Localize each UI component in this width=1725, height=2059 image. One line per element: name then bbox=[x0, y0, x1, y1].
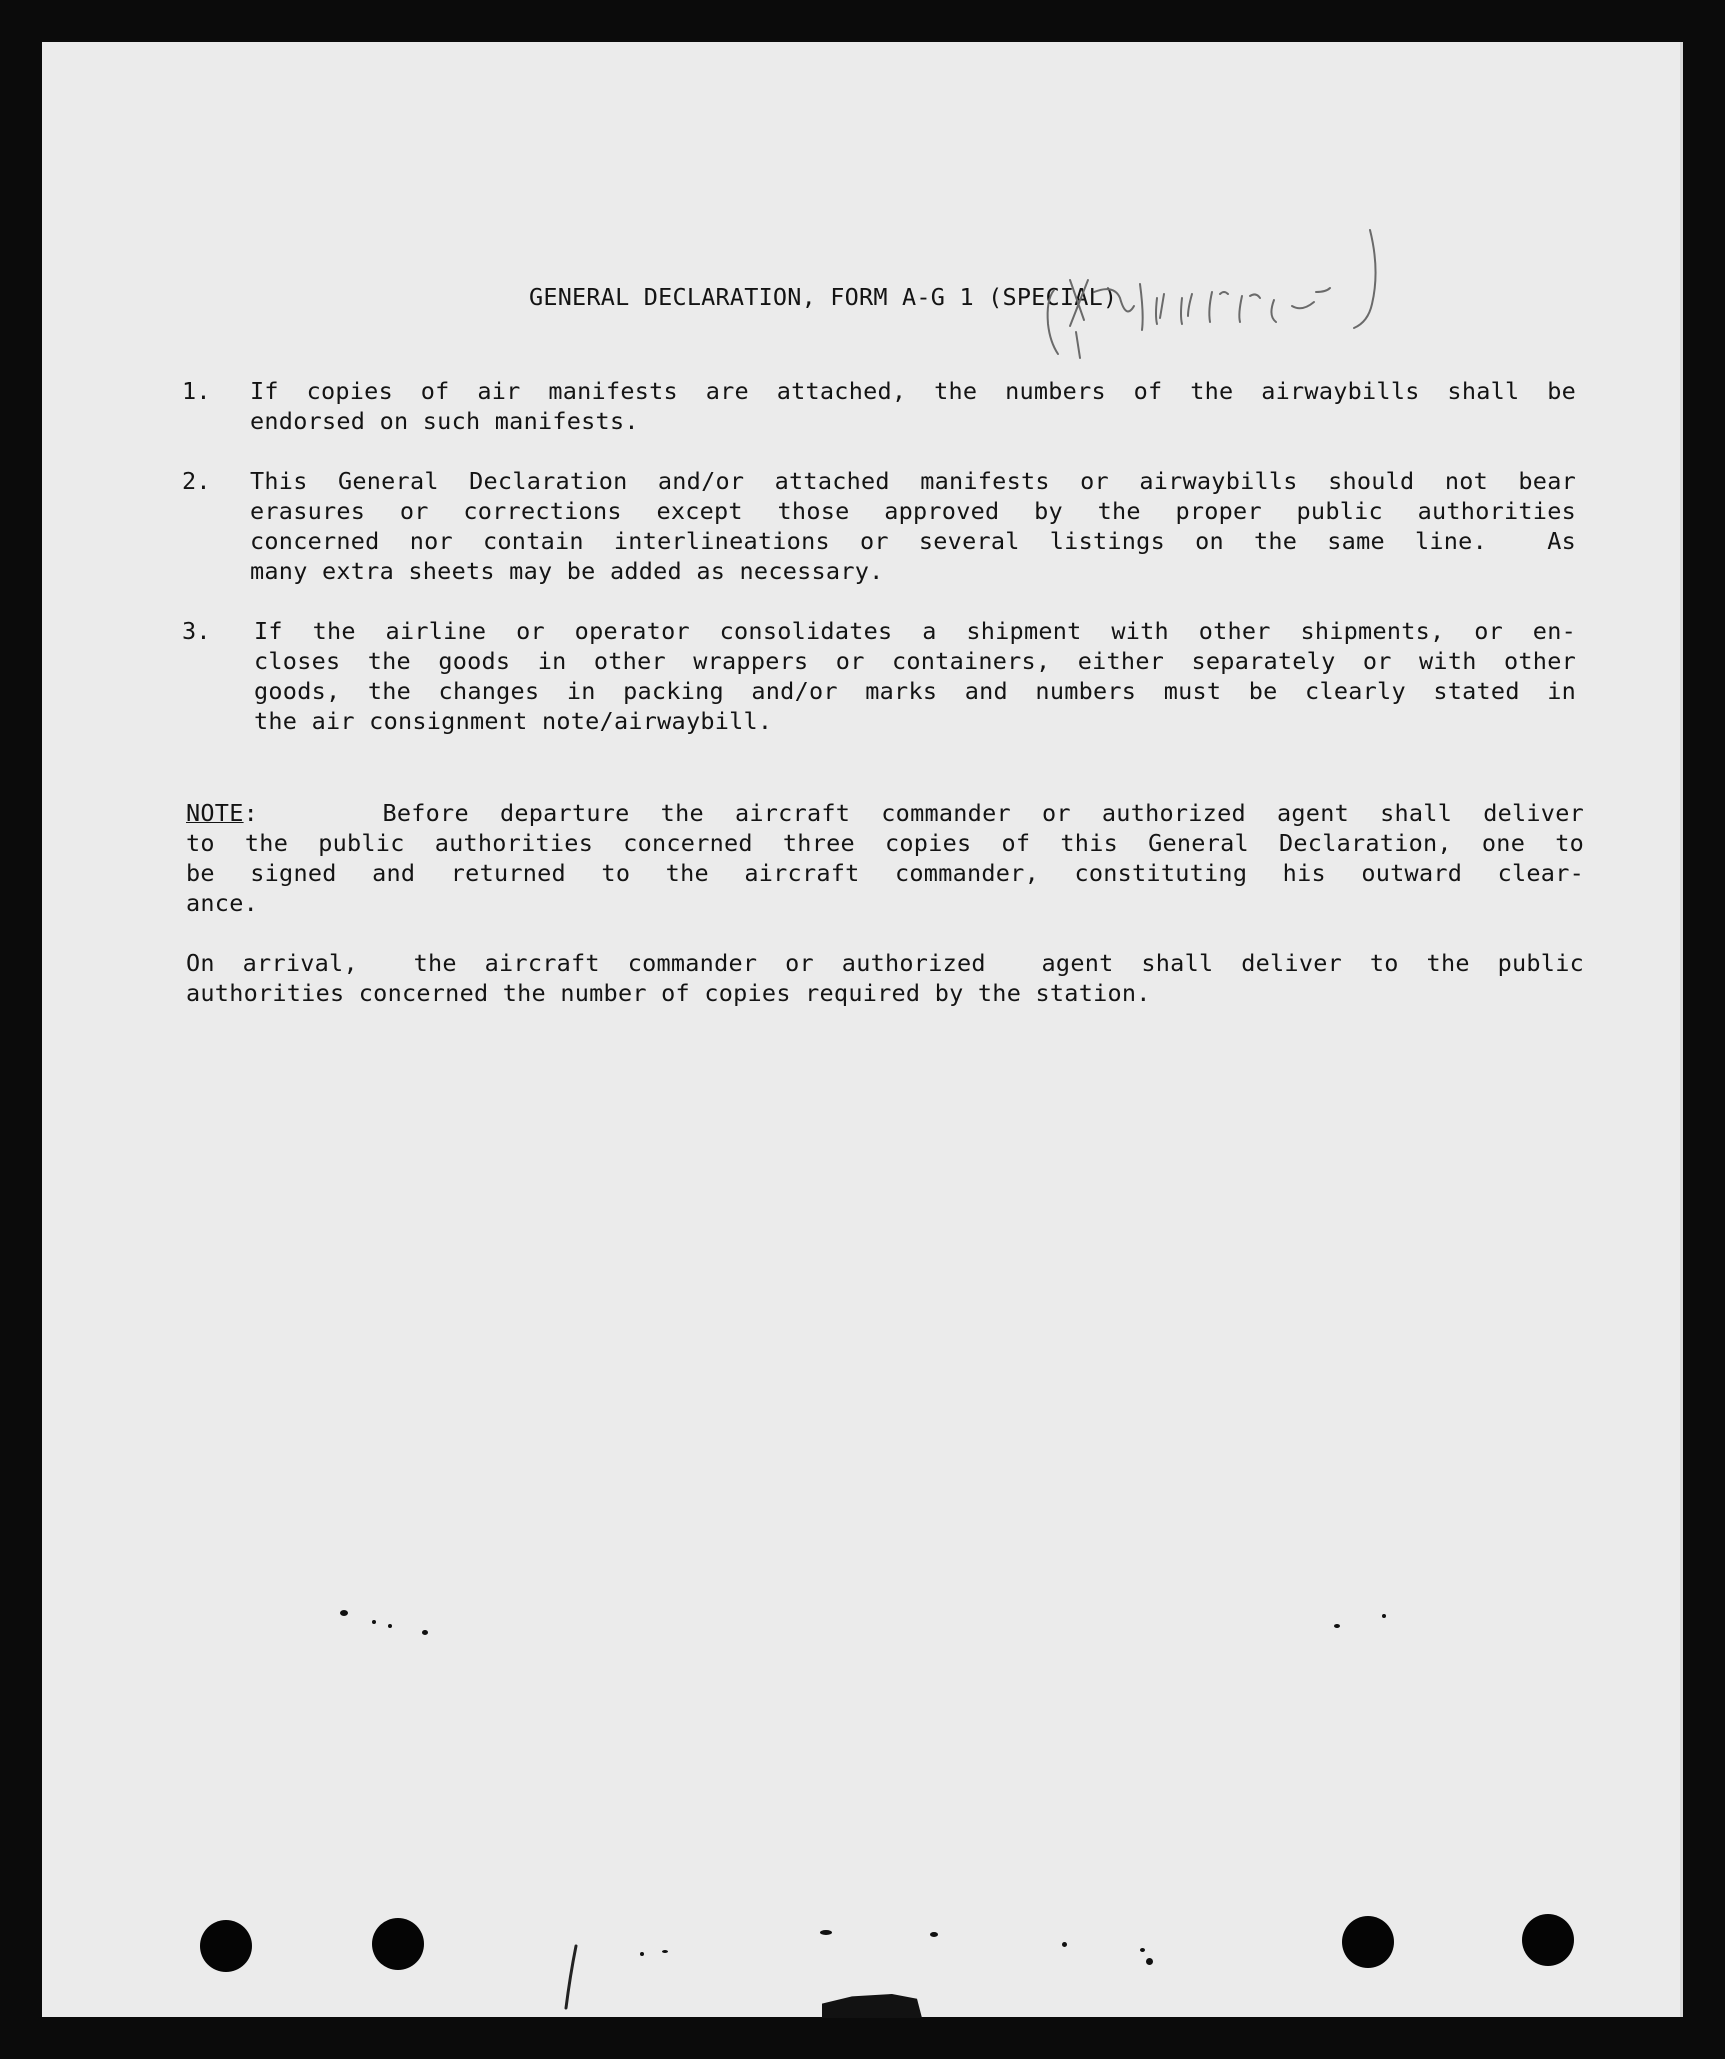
punch-hole bbox=[1342, 1916, 1394, 1968]
scan-speck bbox=[422, 1630, 428, 1635]
item-body bbox=[250, 376, 1576, 436]
scan-speck bbox=[388, 1624, 392, 1628]
item-body bbox=[250, 466, 1576, 586]
arrival-line: On arrival, the aircraft commander or authorized agent shall deliver to the public bbox=[186, 949, 1584, 977]
item-line: This General Declaration and/or attached manifests or airwaybills should not bear bbox=[250, 467, 1576, 495]
document-page bbox=[42, 42, 1683, 2017]
note-label: NOTE bbox=[186, 799, 244, 827]
item-line: erasures or corrections except those approved by the proper public authorities bbox=[250, 497, 1576, 525]
note-paragraph bbox=[186, 798, 1584, 918]
scan-speck bbox=[1146, 1958, 1153, 1965]
scan-speck bbox=[640, 1952, 644, 1956]
scan-speck bbox=[340, 1610, 348, 1616]
punch-hole bbox=[1522, 1914, 1574, 1966]
scan-speck bbox=[1140, 1948, 1145, 1952]
scan-speck bbox=[372, 1620, 376, 1624]
item-line: many extra sheets may be added as necessary. bbox=[250, 557, 884, 585]
handwritten-annotation bbox=[992, 222, 1512, 382]
item-line: endorsed on such manifests. bbox=[250, 407, 639, 435]
pencil-mark bbox=[562, 1942, 582, 2012]
scan-speck bbox=[820, 1930, 832, 1935]
note-first-line-text: : Before departure the aircraft commander or authorized agent shall deliver bbox=[243, 799, 1584, 827]
punch-hole bbox=[200, 1920, 252, 1972]
note-first-line bbox=[186, 798, 1584, 828]
item-line: the air consignment note/airwaybill. bbox=[254, 707, 773, 735]
note-line: be signed and returned to the aircraft commander, constituting his outward clear- bbox=[186, 859, 1584, 887]
scan-speck bbox=[1382, 1614, 1386, 1618]
arrival-line: authorities concerned the number of copies required by the station. bbox=[186, 979, 1151, 1007]
item-line: concerned nor contain interlineations or several listings on the same line. As bbox=[250, 527, 1576, 555]
scan-speck bbox=[930, 1932, 938, 1937]
scan-speck bbox=[1062, 1942, 1067, 1947]
document-title: GENERAL DECLARATION, FORM A-G 1 (SPECIAL) bbox=[529, 283, 1118, 311]
item-line: closes the goods in other wrappers or containers, either separately or with other bbox=[254, 647, 1576, 675]
arrival-paragraph bbox=[186, 948, 1584, 1008]
item-number: 3. bbox=[182, 617, 211, 645]
item-line: If the airline or operator consolidates a shipment with other shipments, or en- bbox=[254, 617, 1576, 645]
scan-speck bbox=[1334, 1624, 1340, 1628]
item-number: 2. bbox=[182, 467, 211, 495]
item-body bbox=[254, 616, 1576, 736]
item-line: goods, the changes in packing and/or marks and numbers must be clearly stated in bbox=[254, 677, 1576, 705]
item-line: If copies of air manifests are attached, the numbers of the airwaybills shall be bbox=[250, 377, 1576, 405]
note-line: to the public authorities concerned three copies of this General Declaration, one to bbox=[186, 829, 1584, 857]
binding-tab bbox=[822, 1994, 922, 2018]
note-line: ance. bbox=[186, 889, 258, 917]
scan-speck bbox=[662, 1950, 668, 1953]
page-edge bbox=[1680, 42, 1683, 2017]
punch-hole bbox=[372, 1918, 424, 1970]
item-number: 1. bbox=[182, 377, 211, 405]
